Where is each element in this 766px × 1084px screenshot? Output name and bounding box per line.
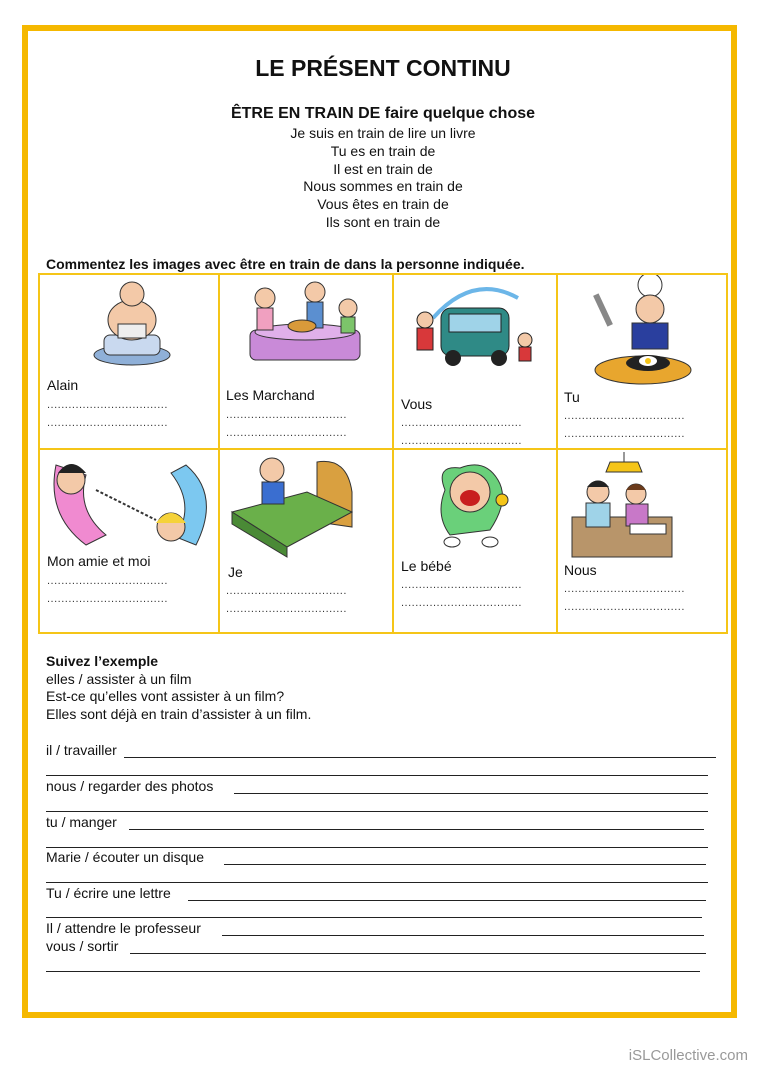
- answer-line[interactable]: [224, 864, 706, 865]
- cell-label: Je: [228, 564, 243, 580]
- answer-line[interactable]: ..................................: [564, 583, 685, 595]
- conjugation-line: Vous êtes en train de: [317, 196, 449, 213]
- studying-picture: [570, 452, 678, 560]
- answer-line[interactable]: [46, 811, 708, 812]
- answer-line[interactable]: [46, 917, 702, 918]
- answer-line[interactable]: ..................................: [564, 601, 685, 613]
- page-subtitle: ÊTRE EN TRAIN DE faire quelque chose: [230, 105, 536, 122]
- prompt-tu-manger: tu / manger: [46, 814, 117, 830]
- example-line: Elles sont déjà en train d’assister à un film.: [46, 705, 312, 722]
- answer-line[interactable]: [188, 900, 706, 901]
- answer-line[interactable]: [234, 793, 708, 794]
- answer-line[interactable]: [46, 847, 708, 848]
- answer-line[interactable]: ..................................: [226, 427, 347, 439]
- answer-line[interactable]: ..................................: [401, 597, 522, 609]
- prompt-nous-regarder: nous / regarder des photos: [46, 778, 214, 794]
- watermark: iSLCollective.com: [628, 1047, 748, 1064]
- answer-line[interactable]: [46, 775, 708, 776]
- answer-line[interactable]: ..................................: [47, 417, 168, 429]
- cell-label: Le bébé: [401, 558, 452, 574]
- example-block: [46, 653, 311, 723]
- prompt-tu-ecrire: Tu / écrire une lettre: [46, 885, 171, 901]
- exercise2-heading: Suivez l’exemple: [46, 653, 159, 669]
- example-line: Est-ce qu’elles vont assister à un film?: [46, 688, 285, 704]
- answer-line[interactable]: ..................................: [226, 409, 347, 421]
- crying-baby-picture: [430, 460, 515, 550]
- answer-line[interactable]: ..................................: [401, 435, 522, 447]
- phone-call-picture: [46, 455, 221, 555]
- washing-car-picture: [403, 278, 543, 370]
- answer-line[interactable]: [46, 971, 700, 972]
- cell-label: Alain: [47, 377, 79, 393]
- answer-line[interactable]: ..................................: [564, 428, 685, 440]
- cell-label: Nous: [564, 562, 597, 578]
- answer-line[interactable]: ..................................: [47, 575, 168, 587]
- prompt-marie-ecouter: Marie / écouter un disque: [46, 849, 204, 865]
- cell-label: Tu: [564, 389, 580, 405]
- prompt-il-attendre: Il / attendre le professeur: [46, 920, 201, 936]
- boy-making-bed-picture: [227, 452, 357, 562]
- answer-line[interactable]: [129, 829, 704, 830]
- answer-line[interactable]: ..................................: [226, 603, 347, 615]
- answer-line[interactable]: ..................................: [564, 410, 685, 422]
- prompt-il-travailler: il / travailler: [46, 742, 117, 758]
- answer-line[interactable]: [46, 882, 708, 883]
- answer-line[interactable]: [130, 953, 706, 954]
- answer-line[interactable]: ..................................: [47, 593, 168, 605]
- family-dinner-picture: [240, 280, 370, 370]
- prompt-vous-sortir: vous / sortir: [46, 938, 119, 954]
- conjugation-line: Il est en train de: [333, 160, 433, 177]
- answer-line[interactable]: ..................................: [226, 585, 347, 597]
- conjugation-list: [0, 125, 766, 232]
- cell-label: Vous: [401, 396, 433, 412]
- cell-label: Les Marchand: [226, 387, 315, 403]
- page-title: LE PRÉSENT CONTINU: [255, 55, 511, 81]
- conjugation-line: Tu es en train de: [330, 142, 436, 159]
- man-washing-dishes-picture: [90, 280, 175, 368]
- answer-line[interactable]: ..................................: [401, 579, 522, 591]
- example-line: elles / assister à un film: [46, 670, 192, 687]
- answer-line[interactable]: ..................................: [401, 417, 522, 429]
- answer-line[interactable]: ..................................: [47, 399, 168, 411]
- cell-label: Mon amie et moi: [47, 553, 151, 569]
- exercise1-instruction: Commentez les images avec être en train de dans la personne indiquée.: [46, 256, 525, 272]
- girl-cooking-picture: [588, 275, 698, 390]
- answer-line[interactable]: [222, 935, 704, 936]
- conjugation-line: Nous sommes en train de: [303, 178, 463, 195]
- conjugation-line: Je suis en train de lire un livre: [290, 125, 476, 141]
- answer-line[interactable]: [124, 757, 716, 758]
- conjugation-line: Ils sont en train de: [325, 213, 441, 230]
